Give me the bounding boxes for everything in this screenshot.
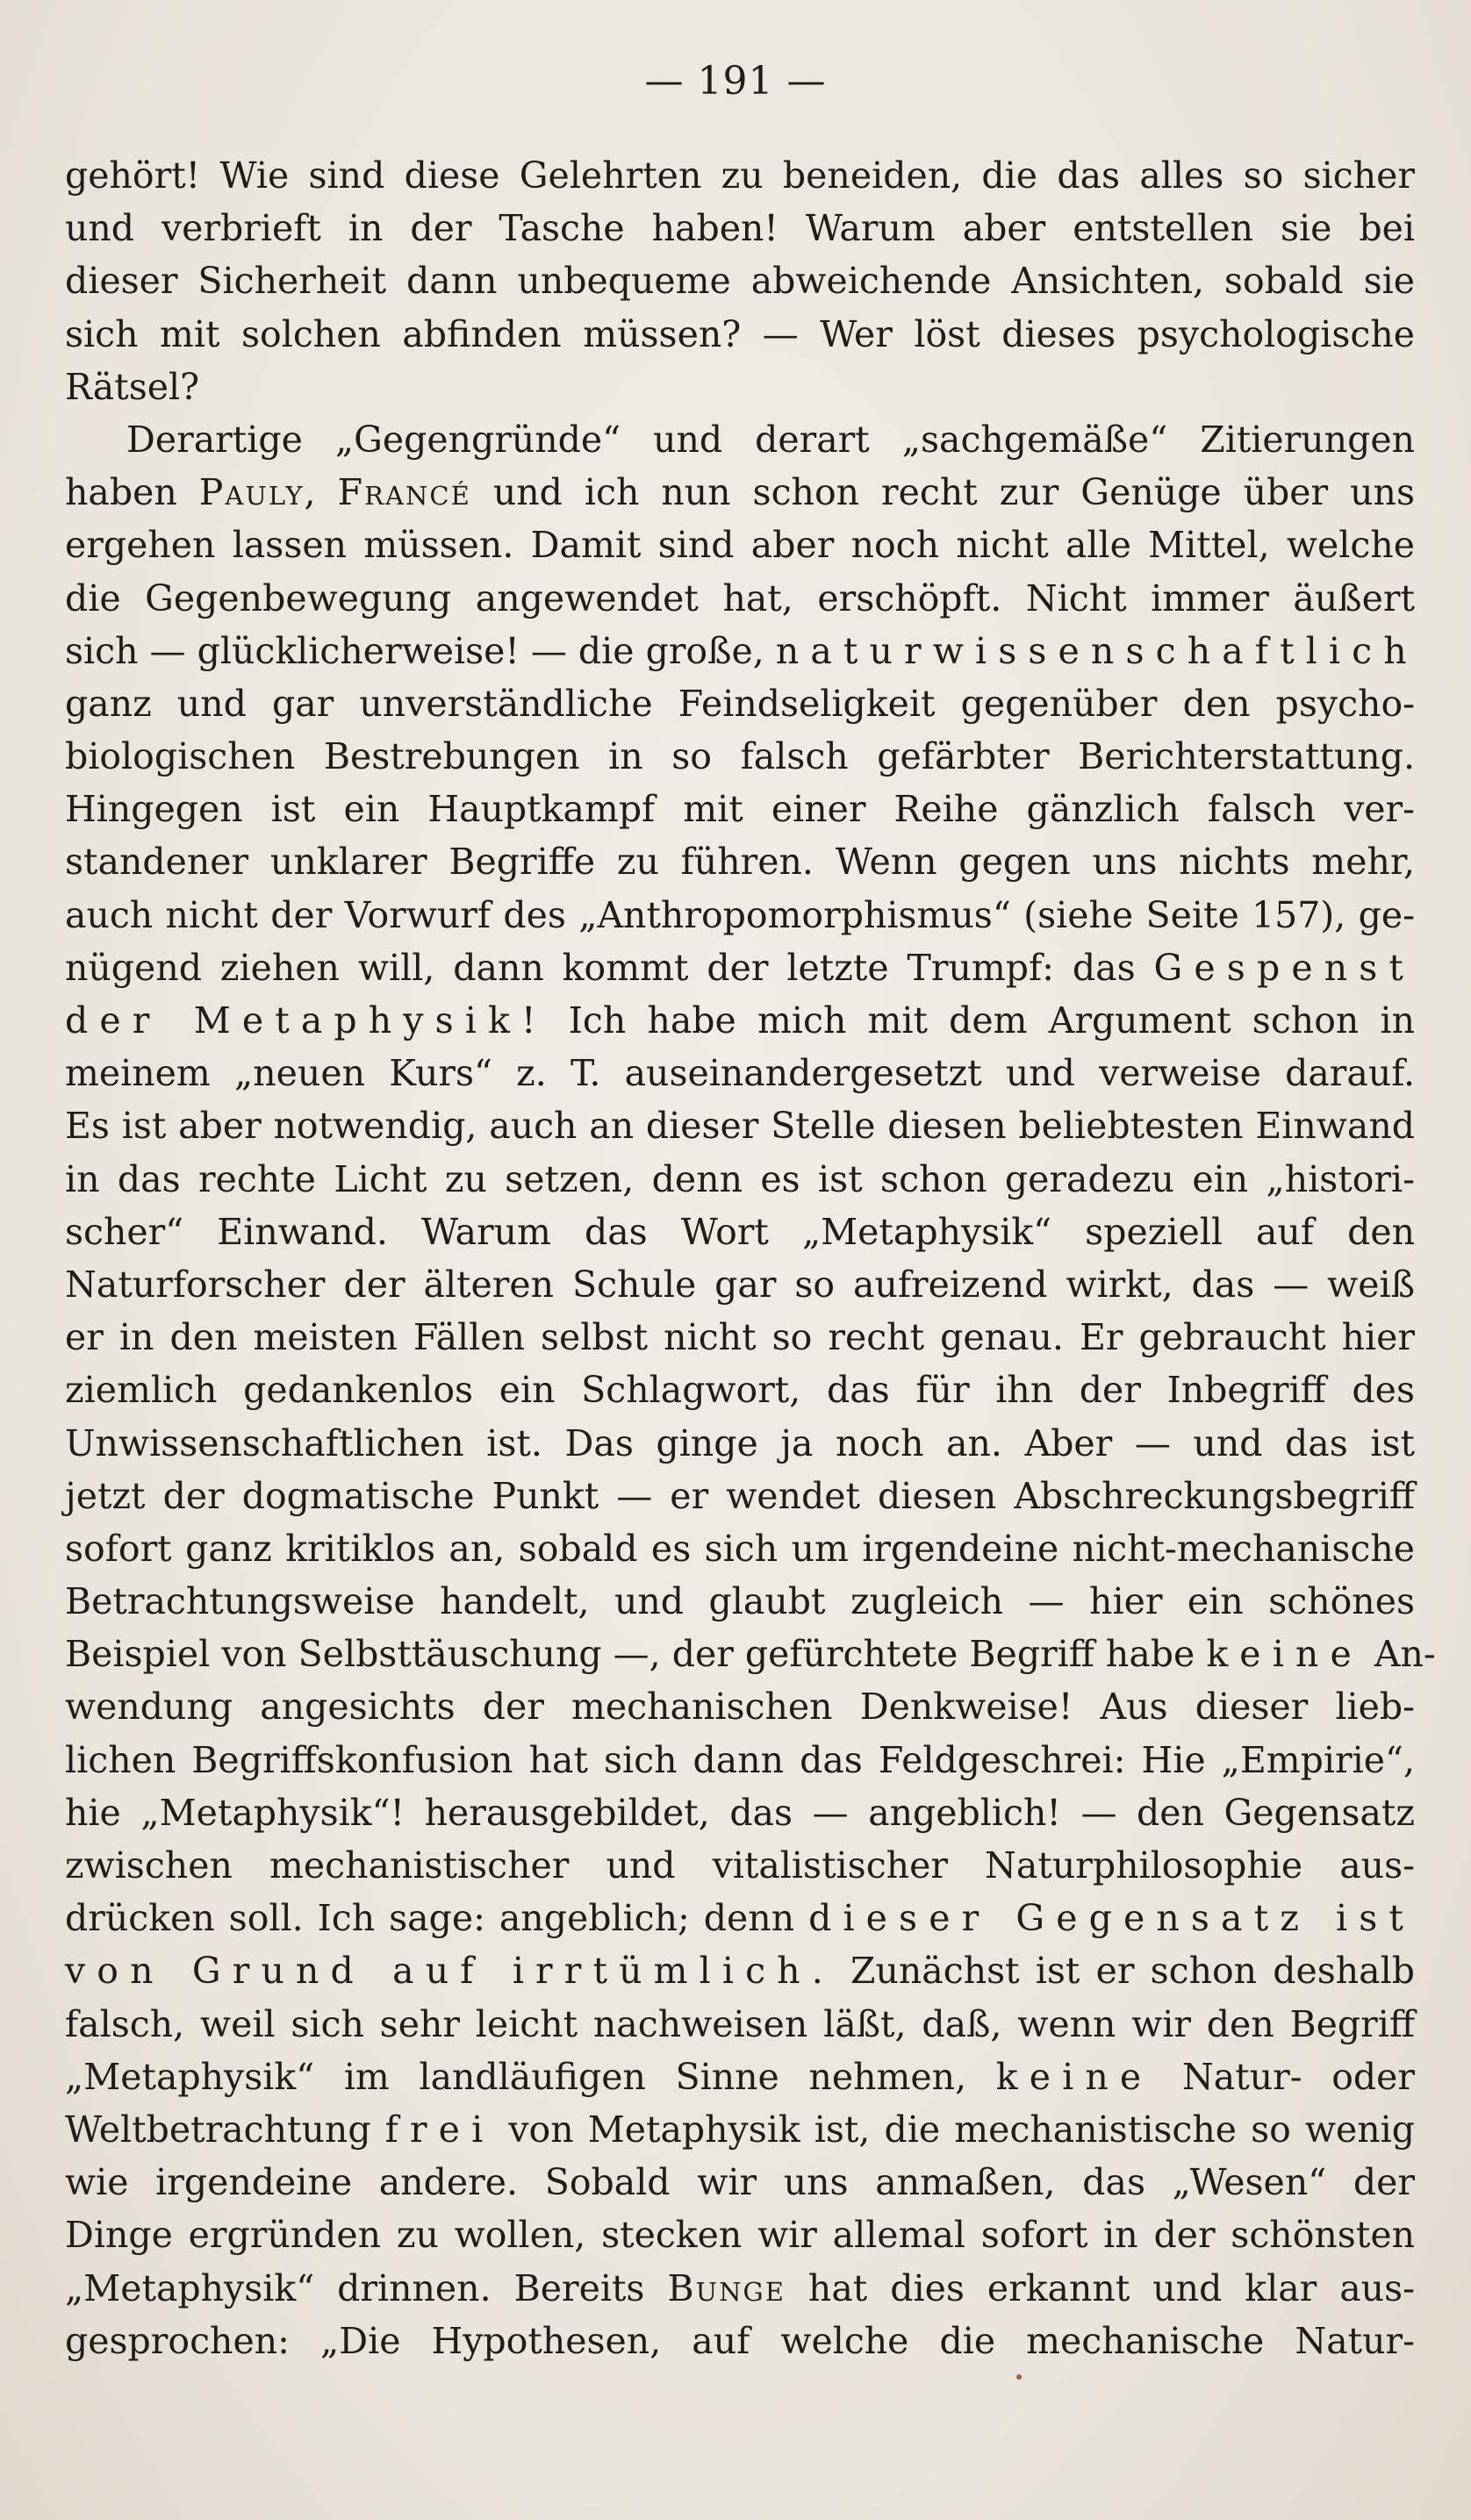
text-line: in das rechte Licht zu setzen, denn es ist schon geradezu ein „histori-	[65, 1157, 1415, 1200]
text-segment: „Metaphysik“ im landläufigen Sinne nehmen,	[65, 2055, 996, 2098]
text-line: und verbrieft in der Tasche haben! Warum aber entstellen sie bei	[65, 207, 1415, 250]
text-line: Es ist aber notwendig, auch an dieser Stelle diesen beliebtesten Einwand	[65, 1105, 1415, 1148]
text-line: sich mit solchen abfinden müssen? — Wer löst dieses psychologische	[65, 312, 1415, 355]
text-line	[65, 625, 1418, 677]
text-line: dieser Sicherheit dann unbequeme abweichende Ansichten, sobald sie	[65, 260, 1415, 303]
text-line: ergehen lassen müssen. Damit sind aber noch nicht alle Mittel, welche	[65, 524, 1415, 567]
author-name: Francé	[337, 471, 471, 514]
text-line: wendung angesichts der mechanischen Denkweise! Aus dieser lieb-	[65, 1686, 1415, 1729]
text-line: ganz und gar unverständliche Feindseligkeit gegenüber den psycho-	[65, 682, 1415, 725]
text-segment: Beispiel von Selbsttäuschung —, der gefürchtete Begriff habe	[65, 1633, 1207, 1676]
text-line: zwischen mechanistischer und vitalistischer Naturphilosophie aus-	[65, 1844, 1415, 1886]
text-segment: Derartige „Gegengründe“ und derart „sachgemäße“ Zitierungen	[126, 418, 1415, 461]
author-name: Bunge	[667, 2266, 786, 2309]
emphasized-text: Gespenst	[1153, 946, 1415, 989]
text-line: meinem „neuen Kurs“ z. T. auseinandergesetzt und verweise darauf.	[65, 1052, 1415, 1095]
emphasized-text: frei	[384, 2108, 495, 2151]
text-segment: ,	[304, 471, 338, 514]
text-line: Unwissenschaftlichen ist. Das ginge ja noch an. Aber — und das ist	[65, 1421, 1415, 1464]
text-line: falsch, weil sich sehr leicht nachweisen läßt, daß, wenn wir den Begriff	[65, 2002, 1415, 2045]
text-line: scher“ Einwand. Warum das Wort „Metaphysik“ speziell auf den	[65, 1210, 1415, 1253]
text-line: gehört! Wie sind diese Gelehrten zu beneiden, die das alles so sicher	[65, 154, 1415, 197]
text-line	[65, 2103, 1415, 2156]
text-line: die Gegenbewegung angewendet hat, erschöpft. Nicht immer äußert	[65, 576, 1415, 619]
text-line: er in den meisten Fällen selbst nicht so recht genau. Er gebraucht hier	[65, 1316, 1415, 1359]
ink-speck	[1016, 2374, 1022, 2380]
text-line	[65, 413, 1415, 466]
text-segment: von Metaphysik ist, die mechanistische so wenig	[494, 2108, 1415, 2151]
text-line: Naturforscher der älteren Schule gar so aufreizend wirkt, das — weiß	[65, 1263, 1415, 1306]
text-line: jetzt der dogmatische Punkt — er wendet diesen Abschreckungsbegriff	[65, 1474, 1415, 1517]
text-segment: Ich habe mich mit dem Argument schon in	[547, 999, 1415, 1042]
text-segment: Natur- oder	[1152, 2055, 1416, 2098]
text-segment: drücken soll. Ich sage: angeblich; denn	[65, 1897, 809, 1940]
text-line	[65, 941, 1415, 994]
text-line	[65, 1944, 1415, 1997]
text-line: Betrachtungsweise handelt, und glaubt zugleich — hier ein schönes	[65, 1580, 1415, 1623]
text-line: lichen Begriffskonfusion hat sich dann das Feldgeschrei: Hie „Empirie“,	[65, 1738, 1415, 1781]
text-segment: und ich nun schon recht zur Genüge über uns	[470, 471, 1415, 514]
page-number: — 191 —	[644, 59, 827, 104]
text-line	[65, 2051, 1415, 2103]
author-name: Pauly	[198, 471, 305, 514]
text-line	[65, 1628, 1436, 1680]
text-line: sofort ganz kritiklos an, sobald es sich um irgendeine nicht-mechanische	[65, 1527, 1415, 1570]
text-line	[65, 994, 1415, 1047]
text-line	[65, 466, 1415, 519]
text-line	[65, 1892, 1415, 1944]
text-segment: Zunächst ist er schon deshalb	[834, 1950, 1415, 1993]
emphasized-text: keine	[995, 2055, 1153, 2098]
emphasized-text: keine	[1206, 1633, 1363, 1676]
text-line: wie irgendeine andere. Sobald wir uns anmaßen, das „Wesen“ der	[65, 2161, 1415, 2204]
text-line	[65, 2262, 1415, 2315]
text-line: biologischen Bestrebungen in so falsch gefärbter Berichterstattung.	[65, 735, 1415, 778]
text-line: ziemlich gedankenlos ein Schlagwort, das für ihn der Inbegriff des	[65, 1369, 1415, 1412]
emphasized-text: von Grund auf irrtümlich.	[65, 1950, 835, 1993]
text-line: Dinge ergründen zu wollen, stecken wir allemal sofort in der schönsten	[65, 2214, 1415, 2257]
text-segment: „Metaphysik“ drinnen. Bereits	[65, 2266, 668, 2309]
text-line: gesprochen: „Die Hypothesen, auf welche die mechanische Natur-	[65, 2319, 1415, 2362]
text-segment: An-	[1362, 1633, 1436, 1676]
text-line: hie „Metaphysik“! herausgebildet, das — angeblich! — den Gegensatz	[65, 1791, 1415, 1834]
text-line: standener unklarer Begriffe zu führen. Wenn gegen uns nichts mehr,	[65, 841, 1415, 884]
body-text	[65, 149, 1436, 2367]
emphasized-text: der Metaphysik!	[65, 999, 548, 1042]
emphasized-text: dieser Gegensatz ist	[808, 1897, 1415, 1940]
text-segment: hat dies erkannt und klar aus-	[785, 2266, 1415, 2309]
text-segment: sich — glücklicherweise! — die große,	[65, 629, 776, 672]
text-line: Hingegen ist ein Hauptkampf mit einer Reihe gänzlich falsch ver-	[65, 788, 1415, 831]
text-segment: Weltbetrachtung	[65, 2108, 385, 2151]
text-line: Rätsel?	[65, 365, 200, 408]
text-segment: nügend ziehen will, dann kommt der letzte Trumpf: das	[65, 946, 1154, 989]
text-segment: haben	[65, 471, 199, 514]
emphasized-text: naturwissenschaftlich	[775, 629, 1418, 672]
text-line: auch nicht der Vorwurf des „Anthropomorphismus“ (siehe Seite 157), ge-	[65, 893, 1415, 936]
